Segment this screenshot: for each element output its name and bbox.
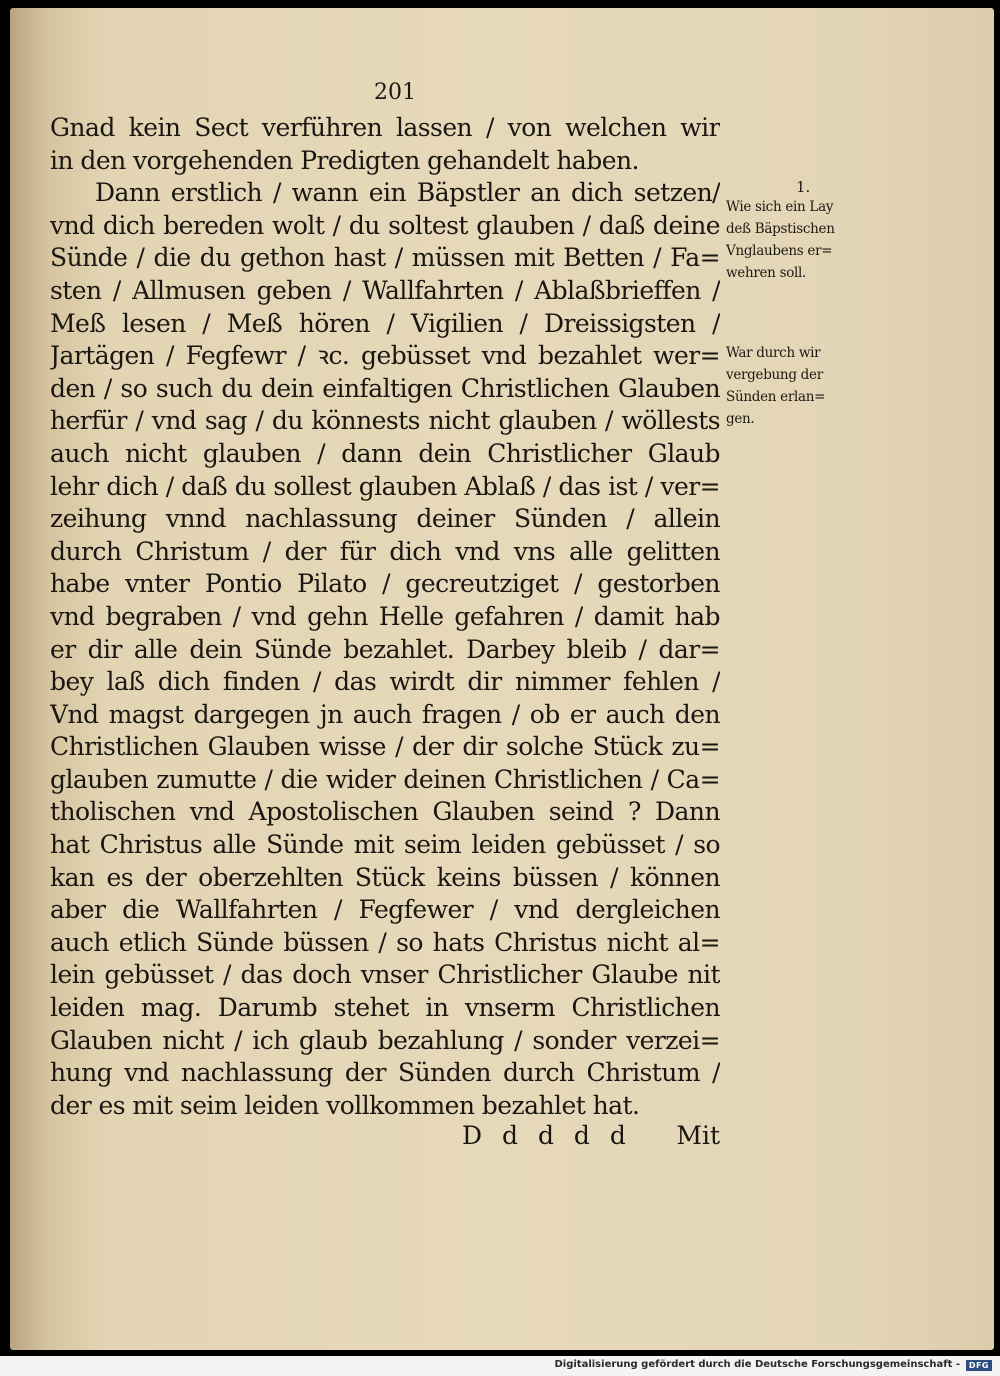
margin-note-line: Wie sich ein Lay (726, 199, 834, 215)
text-line: aber die Wallfahrten / Fegfewer / vnd dergleichen (50, 895, 720, 925)
text-line: Gnad kein Sect verführen lassen / von welchen wir (50, 113, 720, 142)
book-page (10, 8, 994, 1350)
digitization-footer (0, 1356, 1000, 1376)
body-text (50, 112, 720, 1122)
margin-note (726, 342, 896, 430)
text-line: auch nicht glauben / dann dein Christlicher Glaub (50, 438, 720, 468)
text-line: er dir alle dein Sünde bezahlet. Darbey bleib / dar= (50, 634, 720, 664)
text-line: Vnd magst dargegen jn auch fragen / ob er auch den (50, 699, 720, 729)
text-line: glauben zumutte / die wider deinen Christlichen / Ca= (50, 764, 720, 794)
text-line: in den vorgehenden Predigten gehandelt haben. (50, 145, 639, 175)
margin-note (726, 178, 896, 284)
text-line: vnd begraben / vnd gehn Helle gefahren / damit hab (50, 601, 720, 631)
margin-note-line: gen. (726, 411, 755, 427)
text-line: Meß lesen / Meß hören / Vigilien / Dreissigsten / (50, 308, 720, 338)
text-line: Sünde / die du gethon hast / müssen mit Betten / Fa= (50, 243, 720, 273)
dfg-credit-text: Digitalisierung gefördert durch die Deutsche Forschungsgemeinschaft - (554, 1359, 960, 1370)
text-line: lehr dich / daß du sollest glauben Ablaß / das ist / ver= (50, 471, 720, 501)
text-line: lein gebüsset / das doch vnser Christlicher Glaube nit (50, 960, 720, 990)
text-line: Christlichen Glauben wisse / der dir solche Stück zu= (50, 732, 720, 762)
margin-note-line: vergebung der (726, 367, 823, 383)
page-number: 201 (374, 80, 416, 105)
text-line: tholischen vnd Apostolischen Glauben seind ? Dann (50, 797, 720, 827)
margin-note-line: Vnglaubens er= (726, 243, 833, 259)
text-line: den / so such du dein einfaltigen Christlichen Glauben (50, 373, 720, 403)
margin-note-line: War durch wir (726, 345, 821, 361)
text-line: durch Christum / der für dich vnd vns alle gelitten (50, 536, 720, 566)
text-line: habe vnter Pontio Pilato / gecreutziget / gestorben (50, 569, 720, 599)
signature-mark: D d d d d (462, 1121, 632, 1150)
text-line: hat Christus alle Sünde mit seim leiden gebüsset / so (50, 830, 720, 860)
text-line: Glauben nicht / ich glaub bezahlung / sonder verzei= (50, 1025, 720, 1055)
text-line: der es mit seim leiden vollkommen bezahlet hat. (50, 1090, 640, 1120)
margin-note-number: 1. (796, 178, 811, 196)
margin-note-line: wehren soll. (726, 265, 807, 281)
margin-note-line: deß Bäpstischen (726, 221, 835, 237)
text-line: Jartägen / Fegfewr / ꝛc. gebüsset vnd bezahlet wer= (50, 341, 720, 371)
catchword: Mit (676, 1121, 720, 1150)
text-line: hung vnd nachlassung der Sünden durch Christum / (50, 1058, 720, 1088)
text-line: herfür / vnd sag / du könnests nicht glauben / wöllests (50, 406, 720, 436)
text-line: Dann erstlich / wann ein Bäpstler an dich setzen/ (95, 178, 720, 208)
margin-note-line: Sünden erlan= (726, 389, 826, 405)
text-line: sten / Allmusen geben / Wallfahrten / Ablaßbrieffen / (50, 275, 720, 305)
text-line: zeihung vnnd nachlassung deiner Sünden / allein (50, 504, 720, 534)
margin-notes (726, 178, 896, 488)
text-line: vnd dich bereden wolt / du soltest glauben / daß deine (50, 210, 720, 240)
text-line: leiden mag. Darumb stehet in vnserm Christlichen (50, 993, 720, 1023)
text-line: auch etlich Sünde büssen / so hats Christus nicht al= (50, 927, 720, 957)
text-line: kan es der oberzehlten Stück keins büssen / können (50, 862, 720, 892)
text-line: bey laß dich finden / das wirdt dir nimmer fehlen / (50, 667, 720, 697)
dfg-logo: DFG (966, 1360, 992, 1371)
